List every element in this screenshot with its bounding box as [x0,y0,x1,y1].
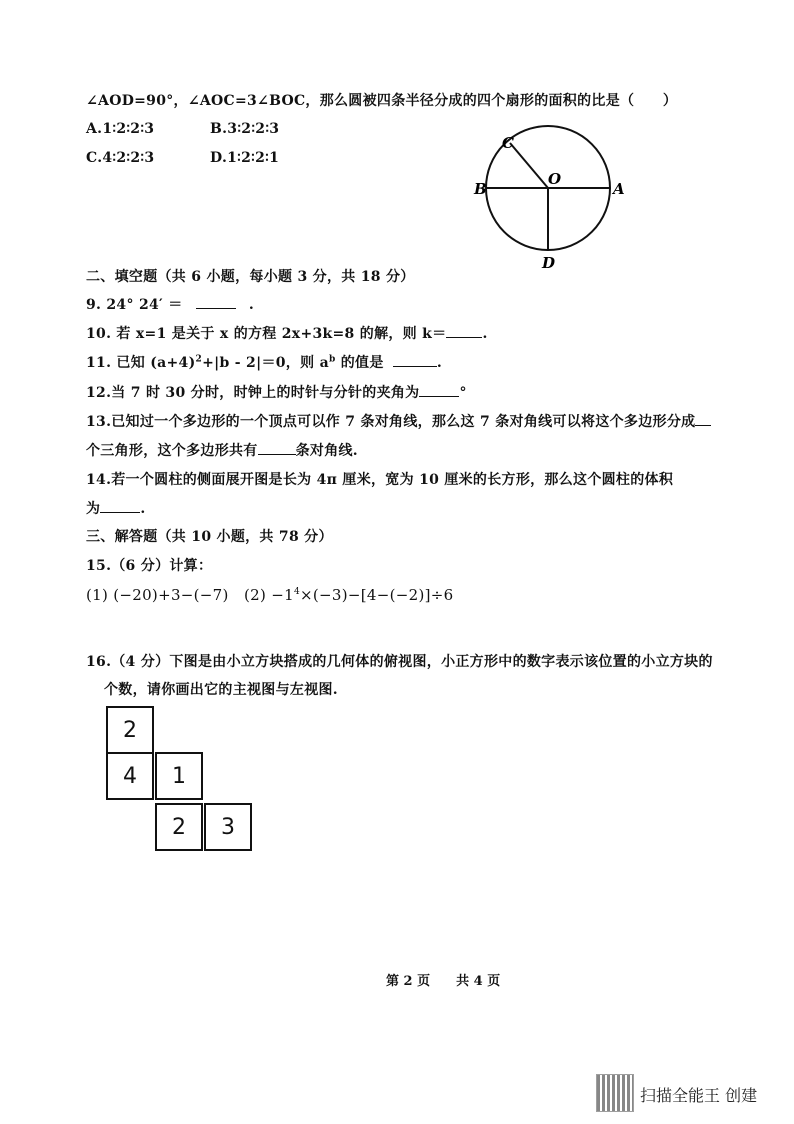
label-d: D [542,254,556,272]
q9-blank[interactable] [196,294,236,309]
q10-blank[interactable] [446,323,482,338]
q9-suffix: . [248,297,255,313]
grid-cell-r2c1: 4 [106,752,154,800]
q8-option-a: A.1∶2∶2∶3 [86,121,155,137]
q16-line2: 个数，请你画出它的主视图与左视图. [104,682,338,698]
q10-suffix: . [482,326,488,342]
grid-cell-r3c2: 2 [155,803,203,851]
page-footer: 第 2 页 共 4 页 [386,974,501,989]
section-3-title: 三、解答题（共 10 小题，共 78 分） [86,529,333,545]
q12-suffix: ° [459,385,467,401]
q11-suffix: . [436,355,443,371]
q13-line2 [86,440,358,460]
q13-text-1: 13.已知过一个多边形的一个顶点可以作 7 条对角线，那么这 7 条对角线可以将这个多边形分成 [86,414,696,430]
q13-text-2a: 个三角形，这个多边形共有 [86,443,258,459]
q11-prefix: 11. 已知 (a+4) [86,355,196,371]
radius-oc [510,143,548,188]
q14-text-2b: . [140,501,146,517]
q9 [86,294,254,314]
q8-stem: ∠AOD=90°，∠AOC=3∠BOC，那么圆被四条半径分成的四个扇形的面积的比是（ ） [86,93,678,109]
circle-figure [470,122,640,272]
q13-blank-2[interactable] [258,440,296,455]
label-o: O [548,170,562,188]
grid-cell-r2c2: 1 [155,752,203,800]
q8-option-d: D.1∶2∶2∶1 [210,150,280,166]
section-2-title: 二、填空题（共 6 小题，每小题 3 分，共 18 分） [86,269,415,285]
q9-prefix: 9. 24° 24′ ＝ [86,297,183,313]
q11-blank[interactable] [393,352,437,367]
label-a: A [613,180,625,198]
q12 [86,382,467,402]
q10-prefix: 10. 若 x=1 是关于 x 的方程 2x+3k=8 的解，则 k＝ [86,326,447,342]
q12-blank[interactable] [419,382,459,397]
q8-option-c: C.4∶2∶2∶3 [86,150,155,166]
q14-text-2a: 为 [86,501,101,517]
grid-cell-r1c1: 2 [106,706,154,754]
label-c: C [502,134,514,152]
q15-part2-exponent: 4 [293,587,300,597]
q16-line1: 16.（4 分）下图是由小立方块搭成的几何体的俯视图，小正方形中的数字表示该位置的小立方块的 [86,654,713,670]
q11 [86,352,442,372]
q14-line2 [86,498,146,518]
q15-part2-rest: ×(−3)−[4−(−2)]÷6 [299,586,454,604]
grid-cell-r3c3: 3 [204,803,252,851]
q10 [86,323,488,343]
q8-option-b: B.3∶2∶2∶3 [210,121,280,137]
q15-title: 15.（6 分）计算： [86,558,213,574]
q13-text-2b: 条对角线. [295,443,358,459]
label-b: B [474,180,487,198]
q13-line1 [86,411,711,431]
q11-exponent: 2 [195,354,203,365]
q15-part2-a: (2) −1 [244,586,294,604]
q13-blank-1[interactable] [695,411,711,426]
qr-code-icon [596,1074,634,1112]
scanner-watermark: 扫描全能王 创建 [640,1086,758,1105]
q11-exponent-b: b [328,354,336,365]
q15-part1: (1) (−20)+3−(−7) [86,586,229,604]
q11-mid: +|b - 2|＝0，则 a [202,355,329,371]
q15-part2 [244,586,453,604]
q14-line1: 14.若一个圆柱的侧面展开图是长为 4π 厘米，宽为 10 厘米的长方形，那么这个圆柱的体积 [86,472,674,488]
q11-mid2: 的值是 [335,355,384,371]
q14-blank[interactable] [100,498,140,513]
q12-prefix: 12.当 7 时 30 分时，时钟上的时针与分针的夹角为 [86,385,420,401]
